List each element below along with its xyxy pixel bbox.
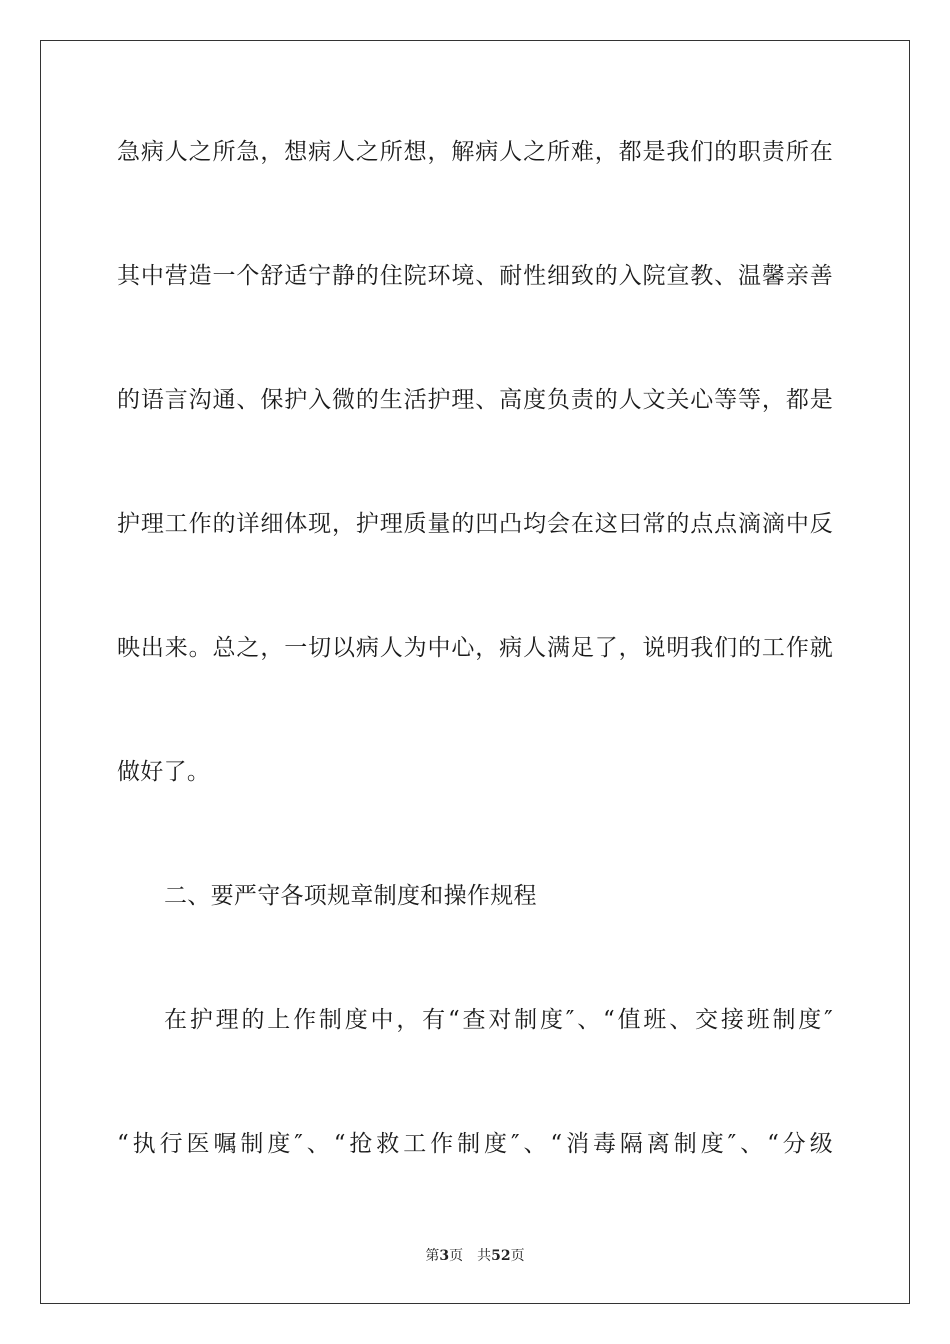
body-text-line-3: 的语言沟通、保护入微的生活护理、高度负责的人文关心等等，都是: [117, 387, 833, 413]
section-heading: 二、要严守各项规章制度和操作规程: [164, 883, 537, 909]
page-footer: [0, 1247, 950, 1265]
footer-current-page: 3: [439, 1248, 450, 1264]
footer-page-prefix: 第: [425, 1248, 440, 1264]
body-text-line-5: 映出来。总之，一切以病人为中心，病人满足了，说明我们的工作就: [117, 635, 833, 661]
body-text-line-2: 其中营造一个舒适宁静的住院环境、耐性细致的入院宣教、温馨亲善: [117, 263, 833, 289]
body-text-line-4: 护理工作的详细体现，护理质量的凹凸均会在这曰常的点点滴滴中反: [117, 511, 833, 537]
footer-total-pages: 52: [491, 1248, 511, 1264]
page-border: [40, 40, 910, 1304]
body-text-line-6: 做好了。: [117, 759, 211, 785]
body-text-line-9: “执行医嘱制度″、“抢救工作制度″、“消毒隔离制度″、“分级: [117, 1131, 833, 1157]
footer-page-suffix: 页: [449, 1248, 464, 1264]
body-text-line-8: 在护理的上作制度中，有“查对制度″、“值班、交接班制度″: [164, 1007, 833, 1033]
footer-total-prefix: 共: [477, 1248, 492, 1264]
footer-total-suffix: 页: [510, 1248, 525, 1264]
body-text-line-1: 急病人之所急，想病人之所想，解病人之所难，都是我们的职责所在: [117, 139, 833, 165]
